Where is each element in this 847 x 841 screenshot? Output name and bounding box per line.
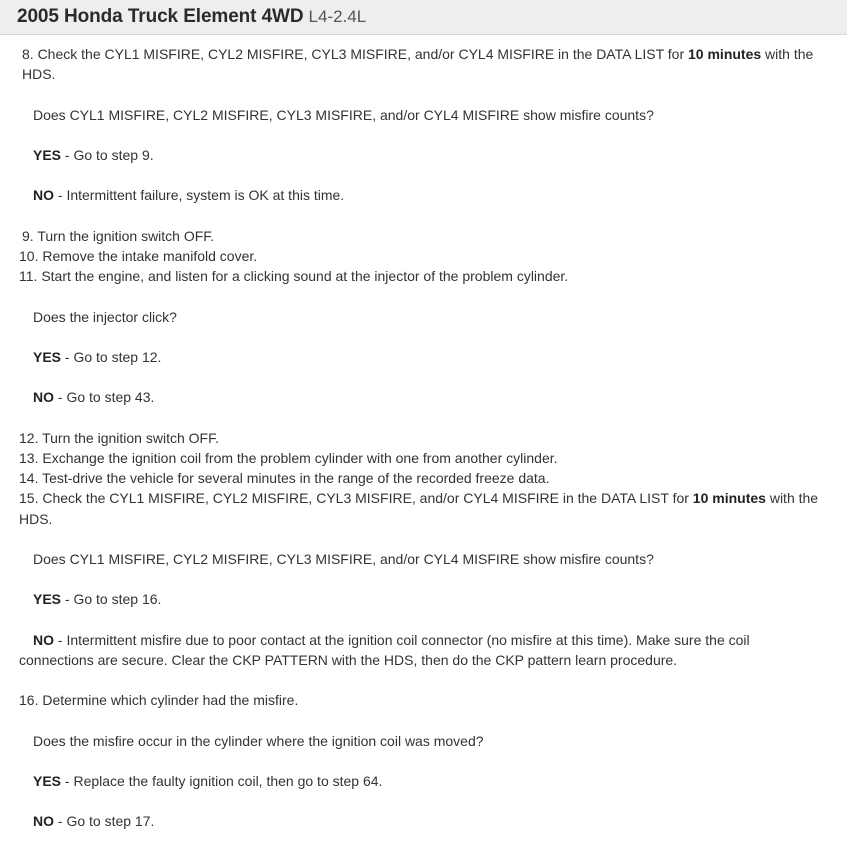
answer-2-no (19, 387, 827, 407)
answer-4-yes (19, 771, 827, 791)
answer-1-no (19, 185, 827, 205)
answer-2-yes (19, 347, 827, 367)
yes-label: YES (33, 773, 62, 790)
step-15-duration: 10 minutes (692, 490, 766, 507)
step-12: 12. Turn the ignition switch OFF. (19, 429, 219, 446)
answer-text: - Go to step 16. (61, 591, 162, 608)
no-label: NO (33, 187, 54, 204)
step-11: 11. Start the engine, and listen for a clicking sound at the injector of the problem cylinder. (19, 268, 569, 285)
page-header (0, 0, 847, 35)
answer-3-yes (19, 589, 827, 609)
answer-text: - Go to step 17. (54, 813, 155, 830)
step-14: 14. Test-drive the vehicle for several minutes in the range of the recorded freeze data. (19, 470, 550, 487)
step-15-text: 15. Check the CYL1 MISFIRE, CYL2 MISFIRE, CYL3 MISFIRE, and/or CYL4 MISFIRE in the DATA LIST for (19, 490, 693, 507)
answer-3-no (19, 630, 827, 670)
step-16: 16. Determine which cylinder had the misfire. (19, 692, 299, 709)
step-15 (19, 488, 827, 528)
answer-text: - Intermittent failure, system is OK at this time. (54, 187, 345, 204)
yes-label: YES (33, 591, 62, 608)
answer-1-yes (19, 145, 827, 165)
step-8-suffix: with the HDS. (22, 46, 814, 83)
vehicle-title: 2005 Honda Truck Element 4WD (17, 6, 304, 27)
step-13: 13. Exchange the ignition coil from the problem cylinder with one from another cylinder. (19, 449, 558, 466)
question-4: Does the misfire occur in the cylinder where the ignition coil was moved? (33, 732, 484, 749)
no-label: NO (33, 813, 54, 830)
no-label: NO (33, 631, 54, 648)
question-3: Does CYL1 MISFIRE, CYL2 MISFIRE, CYL3 MISFIRE, and/or CYL4 MISFIRE show misfire counts? (33, 550, 654, 567)
step-8 (19, 44, 827, 84)
answer-text: - Replace the faulty ignition coil, then go to step 64. (61, 773, 383, 790)
question-1: Does CYL1 MISFIRE, CYL2 MISFIRE, CYL3 MISFIRE, and/or CYL4 MISFIRE show misfire counts? (33, 106, 654, 123)
yes-label: YES (33, 348, 62, 365)
engine-spec: L4-2.4L (308, 7, 367, 26)
no-label: NO (33, 389, 54, 406)
yes-label: YES (33, 146, 62, 163)
answer-text: - Go to step 43. (54, 389, 155, 406)
answer-4-no (19, 811, 827, 831)
answer-text: - Go to step 9. (61, 146, 154, 163)
step-15-suffix: with the HDS. (19, 490, 819, 527)
answer-text: - Go to step 12. (61, 348, 162, 365)
step-8-text: 8. Check the CYL1 MISFIRE, CYL2 MISFIRE, CYL3 MISFIRE, and/or CYL4 MISFIRE in the DATA LIST for (22, 46, 689, 62)
step-8-duration: 10 minutes (688, 46, 762, 62)
step-10: 10. Remove the intake manifold cover. (19, 247, 258, 264)
answer-text: - Intermittent misfire due to poor contact at the ignition coil connector (no misfire at this time). Make sure the coil connections are secure. Clear the CKP PATTERN with the HDS, then do the CKP pattern learn procedure. (19, 631, 750, 668)
step-9: 9. Turn the ignition switch OFF. (22, 227, 215, 244)
question-2: Does the injector click? (33, 308, 177, 325)
procedure-content (0, 44, 847, 832)
